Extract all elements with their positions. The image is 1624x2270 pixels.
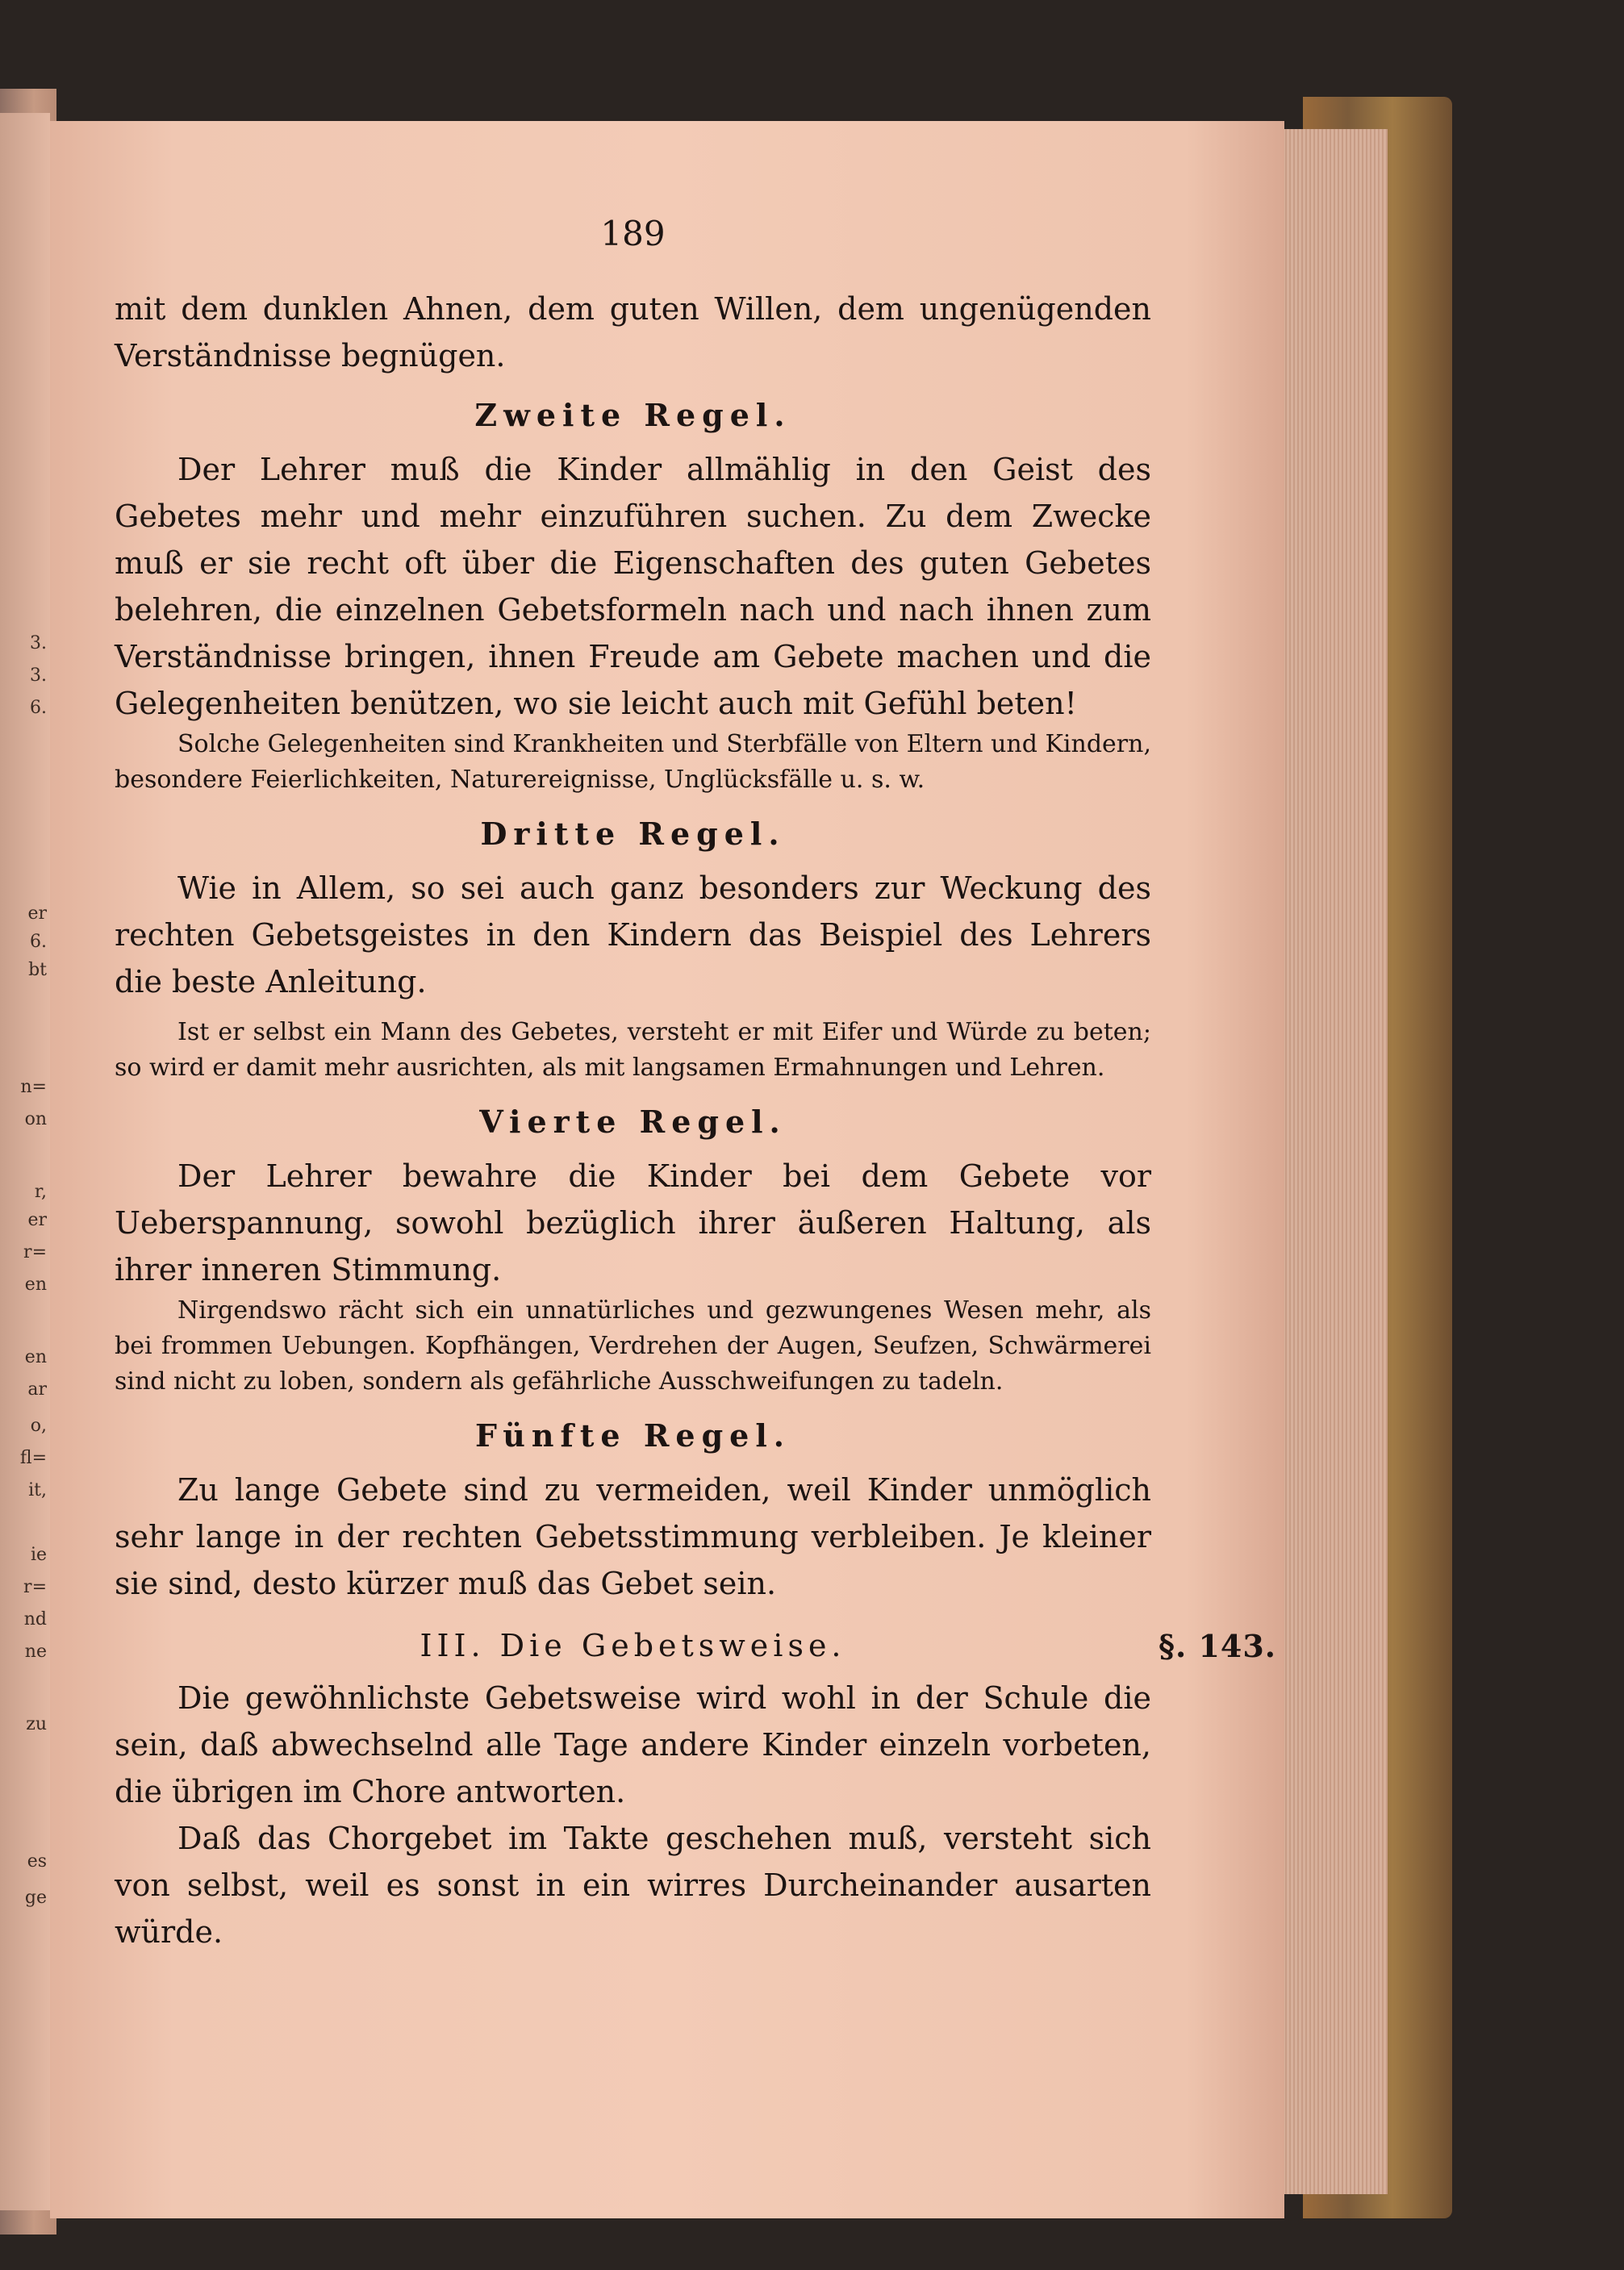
note-paragraph: Solche Gelegenheiten sind Krankheiten und Sterbfälle von Eltern und Kindern, besondere Feierlichkeiten, Naturereignisse, Unglücksfälle u. s. w.: [115, 730, 1151, 794]
paragraph: mit dem dunklen Ahnen, dem guten Willen, dem ungenügenden Verständnisse begnügen.: [115, 291, 1151, 373]
margin-fragment: ge: [24, 1888, 47, 1908]
section-heading: [115, 1628, 1276, 1664]
margin-fragment: ar: [27, 1379, 47, 1400]
rule-heading: Dritte Regel.: [480, 816, 786, 852]
rule-heading: Vierte Regel.: [479, 1104, 787, 1140]
margin-fragment: ne: [24, 1642, 47, 1662]
margin-fragment: 6.: [30, 932, 47, 952]
margin-fragment: nd: [23, 1609, 47, 1629]
paragraph: Die gewöhnlichste Gebetsweise wird wohl in der Schule die sein, daß abwechselnd alle Tage andere Kinder einzeln vorbeten, die übrigen im Chore antworten.: [115, 1680, 1151, 1809]
rule-heading: Zweite Regel.: [474, 397, 791, 433]
margin-fragment: en: [24, 1347, 47, 1367]
margin-fragment: n=: [20, 1077, 47, 1097]
page-content: [115, 214, 1276, 1955]
paragraph: Der Lehrer muß die Kinder allmählig in den Geist des Gebetes mehr und mehr einzuführen suchen. Zu dem Zwecke muß er sie recht oft über die Eigenschaften des guten Gebetes belehren, die einzelnen Gebetsformeln nach und nach ihnen zum Verständnisse bringen, ihnen Freude am Gebete machen und die Gelegenheiten benützen, wo sie leicht auch mit Gefühl beten!: [115, 452, 1151, 721]
margin-fragment: fl=: [19, 1448, 47, 1468]
note-paragraph: Nirgendswo rächt sich ein unnatürliches und gezwungenes Wesen mehr, als bei frommen Uebungen. Kopfhängen, Verdrehen der Augen, Seufzen, Schwärmerei sind nicht zu loben, sondern als gefährliche Ausschweifungen zu tadeln.: [115, 1296, 1151, 1396]
margin-fragment: r,: [34, 1182, 47, 1202]
page-number: 189: [600, 214, 666, 253]
margin-fragment: 6.: [30, 698, 47, 718]
margin-fragment: bt: [28, 960, 47, 980]
margin-fragment: er: [27, 1210, 47, 1230]
margin-fragment: 3.: [30, 633, 47, 653]
section-paragraph-number: §. 143.: [1159, 1628, 1276, 1664]
paragraph: Wie in Allem, so sei auch ganz besonders zur Weckung des rechten Gebetsgeistes in den Kindern das Beispiel des Lehrers die beste Anleitung.: [115, 870, 1151, 999]
margin-fragment: en: [24, 1275, 47, 1295]
margin-fragment: on: [24, 1109, 47, 1129]
margin-fragment: es: [27, 1851, 47, 1871]
margin-fragment: o,: [30, 1416, 47, 1436]
note-paragraph: Ist er selbst ein Mann des Gebetes, versteht er mit Eifer und Würde zu beten; so wird er damit mehr ausrichten, als mit langsamen Ermahnungen und Lehren.: [115, 1018, 1151, 1082]
margin-fragment: zu: [26, 1714, 47, 1734]
margin-fragment: r=: [23, 1242, 47, 1262]
spacer: [115, 1005, 1151, 1015]
margin-fragment: 3.: [30, 666, 47, 686]
paragraph: Daß das Chorgebet im Takte geschehen muß, versteht sich von selbst, weil es sonst in ein wirres Durcheinander ausarten würde.: [115, 1821, 1151, 1950]
margin-fragment: it,: [28, 1480, 47, 1500]
margin-fragment: r=: [23, 1577, 47, 1597]
margin-fragment: ie: [30, 1545, 47, 1565]
book-page: [50, 121, 1284, 2218]
margin-fragment: er: [27, 903, 47, 924]
rule-heading: Fünfte Regel.: [474, 1417, 791, 1454]
paragraph: Der Lehrer bewahre die Kinder bei dem Gebete vor Ueberspannung, sowohl bezüglich ihrer äußeren Haltung, als ihrer inneren Stimmung.: [115, 1158, 1151, 1287]
paragraph: Zu lange Gebete sind zu vermeiden, weil Kinder unmöglich sehr lange in der rechten Gebetsstimmung verbleiben. Je kleiner sie sind, desto kürzer muß das Gebet sein.: [115, 1472, 1151, 1601]
page-block-edges: [1267, 129, 1388, 2194]
section-title: III. Die Gebetsweise.: [420, 1628, 846, 1663]
